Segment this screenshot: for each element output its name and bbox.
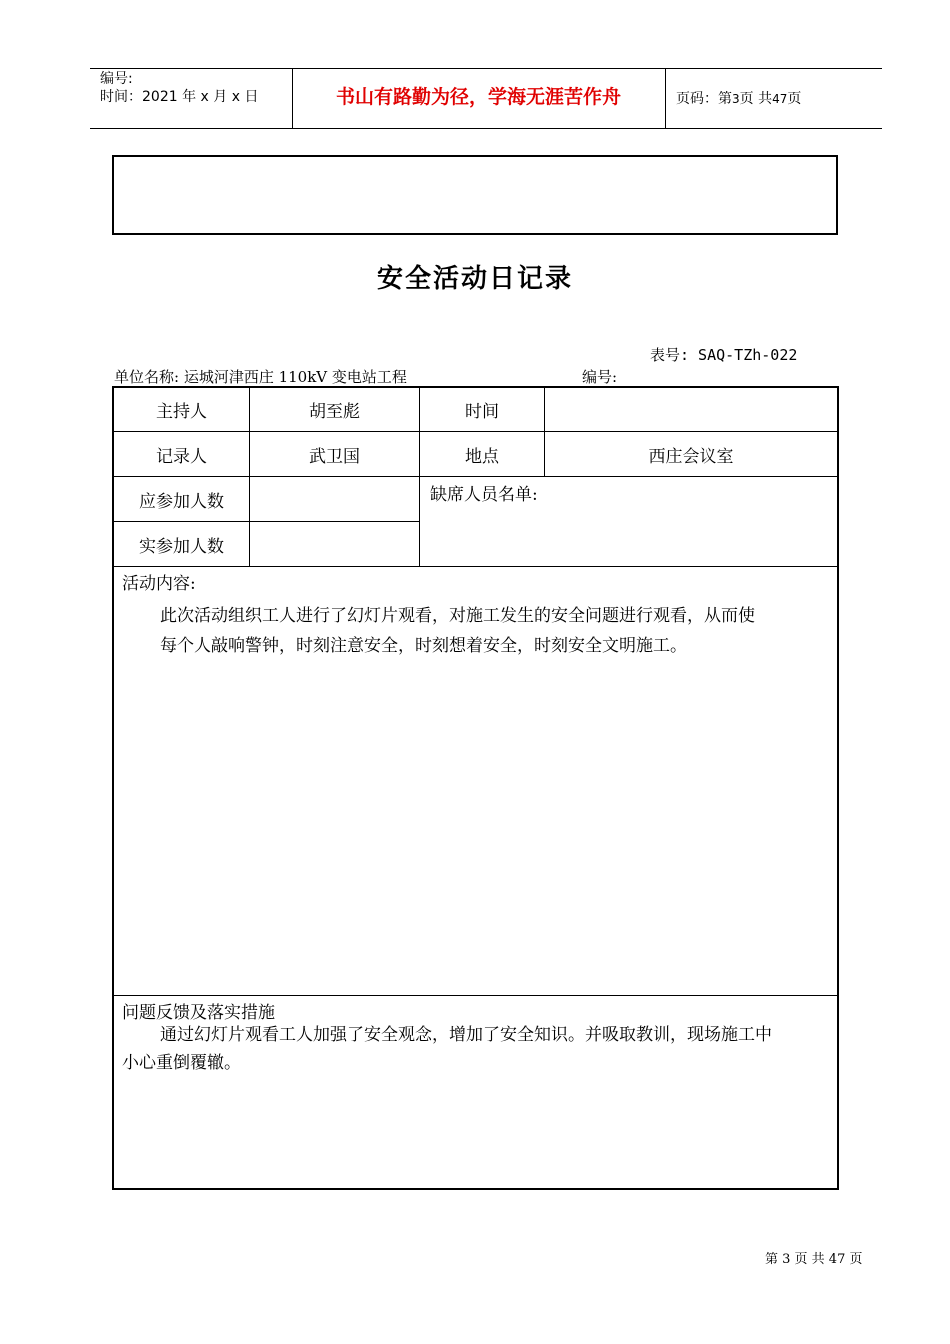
place-value: 西庄会议室 (648, 446, 734, 467)
row-divider (114, 995, 837, 996)
unit-name: 单位名称: 运城河津西庄 110kV 变电站工程 (114, 368, 407, 386)
header-bottom-rule (90, 128, 882, 129)
page-mid: 页 共 (739, 91, 773, 107)
recorder-value: 武卫国 (309, 446, 360, 467)
place-label: 地点 (465, 446, 499, 467)
time-label: 时间 (465, 402, 499, 422)
actual-count-label: 实参加人数 (139, 536, 224, 557)
content-label: 活动内容: (122, 574, 196, 594)
page-prefix: 页码：第 (676, 91, 732, 107)
content-line: 每个人敲响警钟，时刻注意安全，时刻想着安全，时刻安全文明施工。 (160, 636, 687, 656)
page-current: 3 (732, 92, 740, 106)
recorder-label: 记录人 (156, 446, 207, 467)
record-table (112, 386, 839, 1190)
form-number: 表号: SAQ-TZh-022 (650, 346, 798, 364)
header-top-rule (90, 68, 882, 69)
empty-box (112, 155, 838, 235)
header-time: 时间：2021 年 x 月 x 日 (100, 89, 259, 105)
page-footer: 第 3 页 共 47 页 (765, 1252, 863, 1267)
document-title: 安全活动日记录 (376, 264, 573, 294)
header-divider (665, 68, 666, 128)
host-label: 主持人 (156, 402, 207, 422)
feedback-line: 通过幻灯片观看工人加强了安全观念，增加了安全知识。并吸取教训，现场施工中 (160, 1025, 772, 1045)
number-label: 编号: (582, 368, 618, 386)
page-suffix: 页 (787, 91, 802, 107)
feedback-label: 问题反馈及落实措施 (122, 1003, 275, 1023)
header-page-number (676, 88, 801, 108)
header-code-label: 编号: (100, 71, 133, 87)
absent-list-label: 缺席人员名单: (430, 485, 538, 505)
content-line: 此次活动组织工人进行了幻灯片观看，对施工发生的安全问题进行观看，从而使 (160, 606, 755, 626)
header-meta (100, 70, 258, 106)
time-value (545, 388, 837, 431)
page-total: 47 (772, 92, 788, 106)
header-motto: 书山有路勤为径，学海无涯苦作舟 (335, 86, 621, 108)
expected-count-label: 应参加人数 (139, 491, 224, 512)
row-divider (114, 566, 837, 567)
feedback-line: 小心重倒覆辙。 (122, 1053, 241, 1073)
host-value: 胡至彪 (309, 402, 360, 422)
